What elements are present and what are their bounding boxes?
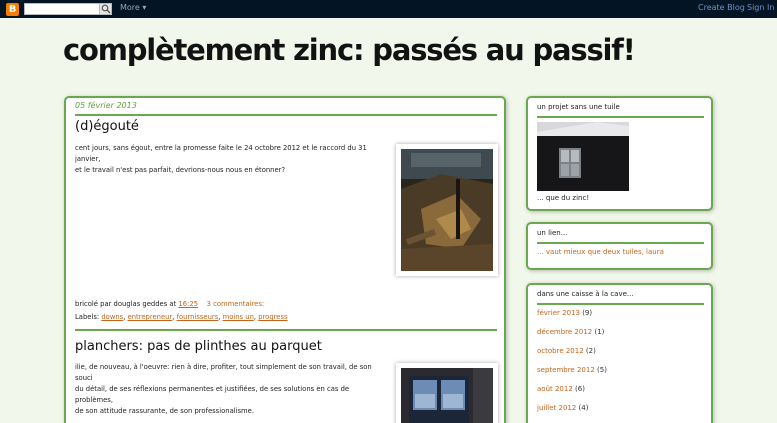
search-button[interactable] bbox=[99, 3, 112, 15]
post-title[interactable]: planchers: pas de plinthes au parquet bbox=[75, 339, 322, 354]
blogger-logo-icon[interactable]: B bbox=[6, 3, 19, 16]
label-link[interactable]: moins un bbox=[222, 313, 254, 321]
post-body-line: du détail, de ses réflexions permanentes et justifiées, de ses solutions en cas de problèmes, bbox=[75, 385, 350, 404]
divider bbox=[537, 303, 704, 305]
post-footer-author bbox=[75, 300, 264, 308]
divider bbox=[537, 242, 704, 244]
post-body-line: et le travail n'est pas parfait, devrions-nous nous en étonner? bbox=[75, 166, 286, 174]
widget-title: dans une caisse à la cave... bbox=[537, 290, 634, 298]
post-footer-labels: Labels: downs, entrepreneur, fournisseurs, moins un, progress bbox=[75, 313, 288, 321]
window-room-image bbox=[401, 368, 493, 423]
external-link[interactable]: ... vaut mieux que deux tuiles, laura bbox=[537, 248, 664, 256]
more-menu[interactable]: More ▾ bbox=[120, 3, 147, 12]
archive-item[interactable]: juillet 2012 (4) bbox=[537, 404, 589, 412]
label-link[interactable]: downs bbox=[101, 313, 124, 321]
post-photo[interactable] bbox=[396, 363, 498, 423]
widget-title: un lien... bbox=[537, 229, 568, 237]
main-column bbox=[64, 96, 506, 423]
blog-title[interactable]: complètement zinc: passés au passif! bbox=[63, 33, 635, 67]
archive-item[interactable]: septembre 2012 (5) bbox=[537, 366, 607, 374]
comments-link[interactable]: 3 commentaires: bbox=[206, 300, 265, 308]
labels-prefix: Labels: bbox=[75, 313, 100, 321]
archive-item[interactable]: octobre 2012 (2) bbox=[537, 347, 596, 355]
widget-archive bbox=[526, 283, 713, 423]
archive-item[interactable]: août 2012 (6) bbox=[537, 385, 585, 393]
divider bbox=[75, 114, 497, 116]
post-body-line: ilie, de nouveau, à l'oeuvre: rien à dire, profiter, tout simplement de son travail, de son souci bbox=[75, 363, 372, 382]
sewer-trench-image bbox=[401, 149, 493, 271]
archive-item[interactable]: février 2013 (9) bbox=[537, 309, 593, 317]
label-link[interactable]: entrepreneur bbox=[127, 313, 173, 321]
post-body bbox=[75, 362, 387, 417]
dark-room-image bbox=[537, 122, 629, 191]
divider bbox=[75, 329, 497, 331]
label-link[interactable]: fournisseurs bbox=[176, 313, 219, 321]
post-body bbox=[75, 143, 387, 176]
widget-project bbox=[526, 96, 713, 211]
post-body-line: cent jours, sans égout, entre la promesse faite le 24 octobre 2012 et le raccord du 31 janvier, bbox=[75, 144, 367, 163]
navbar bbox=[0, 0, 777, 18]
author-label: bricolé par douglas geddes at bbox=[75, 300, 177, 308]
divider bbox=[537, 116, 704, 118]
post-body-line: de son attitude rassurante, de son professionalisme. bbox=[75, 407, 255, 415]
create-blog-link[interactable]: Create Blog bbox=[698, 3, 745, 12]
post-title[interactable]: (d)égouté bbox=[75, 119, 139, 134]
widget-caption: ... que du zinc! bbox=[537, 194, 590, 202]
sign-in-link[interactable]: Sign In bbox=[747, 3, 775, 12]
date-header: 05 février 2013 bbox=[75, 101, 137, 110]
post-time-link[interactable]: 16:25 bbox=[178, 300, 199, 308]
post-photo[interactable] bbox=[396, 144, 498, 276]
project-photo[interactable] bbox=[537, 122, 629, 191]
widget-link bbox=[526, 222, 713, 270]
archive-item[interactable]: décembre 2012 (1) bbox=[537, 328, 605, 336]
widget-title: un projet sans une tuile bbox=[537, 103, 620, 111]
label-link[interactable]: progress bbox=[258, 313, 288, 321]
search-icon bbox=[101, 4, 111, 14]
